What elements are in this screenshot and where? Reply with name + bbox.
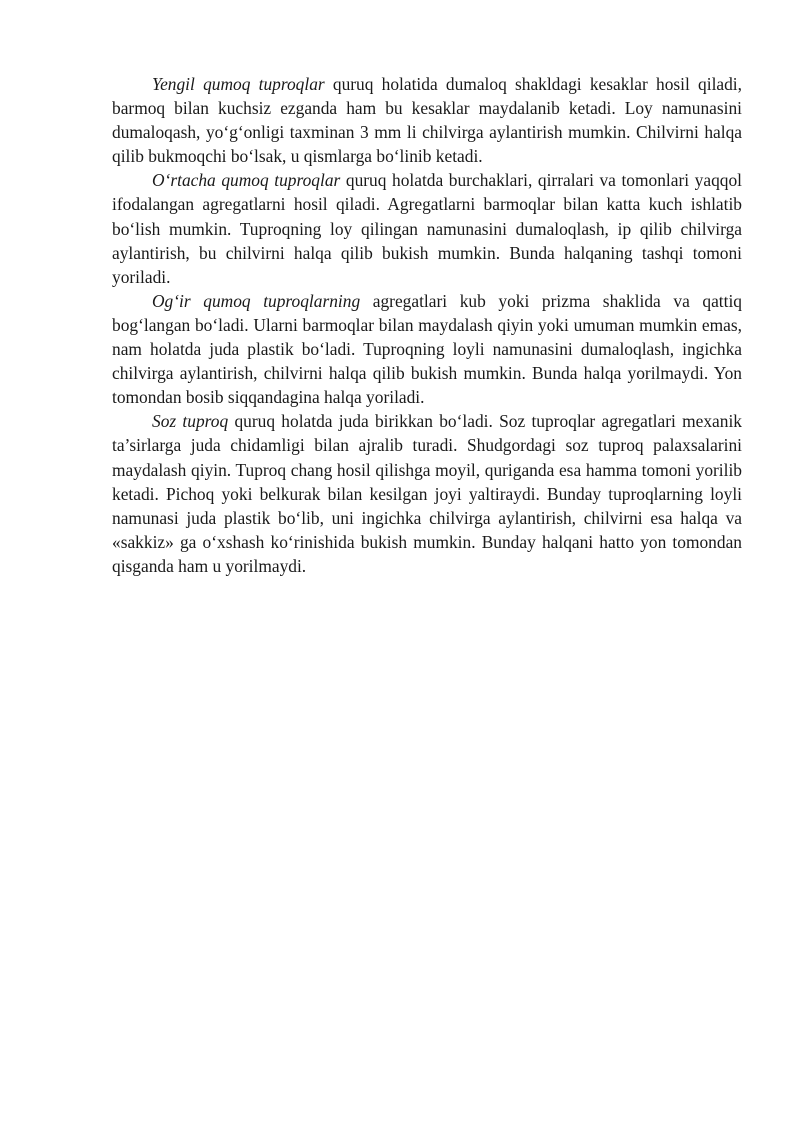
paragraph-light-loam — [112, 72, 742, 168]
paragraph-text: quruq holatida dumaloq shakldagi kesaklar hosil qiladi, barmoq bilan kuchsiz ezganda ham bu kesaklar maydalanib ketadi. Loy namunasini dumaloqash, yo‘g‘onligi taxminan 3 mm li chilvirga aylantirish mumkin. Chilvirni halqa qilib bukmoqchi bo‘lsak, u qismlarga bo‘linib ketadi. — [112, 74, 742, 167]
paragraph-text: quruq holatda juda birikkan bo‘ladi. Soz tuproqlar agregatlari mexanik ta’sirlarga juda chidamligi bilan ajralib turadi. Shudgordagi soz tuproq palaxsalarini maydalash qiyin. Tuproq chang hosil qilishga moyil, quriganda esa hamma tomoni yorilib ketadi. Pichoq yoki belkurak bilan kesilgan joyi yaltiraydi. Bunday tuproqlarning loyli namunasi juda plastik bo‘lib, uni ingichka chilvirga aylantirish, chilvirni esa halqa va «sakkiz» ga o‘xshash ko‘rinishida bukish mumkin. Bunday halqani hatto yon tomondan qisganda ham u yorilmaydi. — [112, 411, 742, 576]
paragraph-text: agregatlari kub yoki prizma shaklida va qattiq bog‘langan bo‘ladi. Ularni barmoqlar bilan maydalash qiyin yoki umuman mumkin emas, nam holatda juda plastik bo‘ladi. Tuproqning loyli namunasini dumaloqlash, ingichka chilvirga aylantirish, chilvirni halqa qilib bukish mumkin. Bunda halqa yorilmaydi. Yon tomondan bosib siqqandagina halqa yoriladi. — [112, 290, 742, 408]
document-page — [112, 72, 742, 578]
paragraph-heavy-loam — [112, 289, 742, 409]
term-clay-soil: Soz tuproq — [152, 411, 229, 432]
paragraph-medium-loam — [112, 168, 742, 288]
term-heavy-loam: Og‘ir qumoq tuproqlarning — [152, 290, 361, 311]
term-light-loam: Yengil qumoq tuproqlar — [152, 74, 325, 94]
paragraph-clay-soil — [112, 409, 742, 578]
term-medium-loam: O‘rtacha qumoq tuproqlar — [152, 170, 341, 191]
paragraph-text: quruq holatda burchaklari, qirralari va tomonlari yaqqol ifodalangan agregatlarni hosil qiladi. Agregatlarni barmoqlar bilan katta kuch ishlatib bo‘lish mumkin. Tuproqning loy qilingan namunasini dumaloqlash, ip qilib chilvirga aylantirish, bu chilvirni halqa qilib bukish mumkin. Bunda halqaning tashqi tomoni yoriladi. — [112, 170, 743, 287]
